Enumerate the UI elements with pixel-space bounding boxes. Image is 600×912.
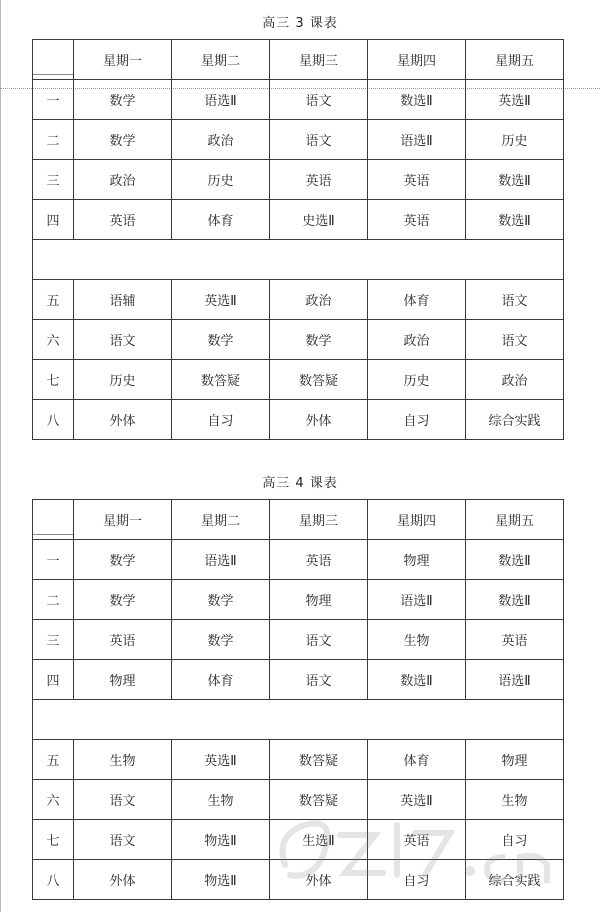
day-header: 星期五 [466, 40, 564, 80]
period-label: 一 [33, 80, 74, 120]
lesson-cell: 数选Ⅱ [466, 580, 564, 620]
lesson-cell: 历史 [74, 360, 172, 400]
lesson-cell: 英选Ⅱ [466, 80, 564, 120]
page-edge [0, 0, 1, 912]
period-label: 五 [33, 740, 74, 780]
lesson-cell: 自习 [368, 400, 466, 440]
period-label: 八 [33, 860, 74, 900]
lesson-cell: 政治 [466, 360, 564, 400]
period-label: 四 [33, 660, 74, 700]
table-row [33, 320, 564, 360]
lesson-cell: 语选Ⅱ [172, 540, 270, 580]
day-header: 星期五 [466, 500, 564, 540]
lesson-cell: 自习 [368, 860, 466, 900]
lesson-cell: 语文 [466, 280, 564, 320]
table-row [33, 660, 564, 700]
lesson-cell: 英语 [270, 160, 368, 200]
lesson-cell: 生物 [466, 780, 564, 820]
lesson-cell: 语文 [270, 120, 368, 160]
period-label: 一 [33, 540, 74, 580]
day-header: 星期二 [172, 40, 270, 80]
lesson-cell: 数学 [270, 320, 368, 360]
day-header: 星期一 [74, 500, 172, 540]
lesson-cell: 外体 [270, 400, 368, 440]
lesson-cell: 物理 [74, 660, 172, 700]
midday-break-cell [33, 240, 564, 280]
lesson-cell: 物理 [270, 580, 368, 620]
lesson-cell: 政治 [172, 120, 270, 160]
lesson-cell: 生选Ⅱ [270, 820, 368, 860]
corner-cell [33, 40, 74, 80]
lesson-cell: 数学 [74, 580, 172, 620]
lesson-cell: 语选Ⅱ [368, 580, 466, 620]
lesson-cell: 生物 [172, 780, 270, 820]
lesson-cell: 英语 [368, 820, 466, 860]
lesson-cell: 历史 [466, 120, 564, 160]
table-row [33, 740, 564, 780]
corner-cell [33, 500, 74, 540]
table-caption: 高三 3 课表 [262, 16, 338, 31]
lesson-cell: 数答疑 [172, 360, 270, 400]
lesson-cell: 数学 [172, 620, 270, 660]
lesson-cell: 史选Ⅱ [270, 200, 368, 240]
day-header: 星期一 [74, 40, 172, 80]
lesson-cell: 历史 [368, 360, 466, 400]
lesson-cell: 历史 [172, 160, 270, 200]
lesson-cell: 体育 [172, 660, 270, 700]
period-label: 七 [33, 360, 74, 400]
lesson-cell: 数选Ⅱ [466, 540, 564, 580]
period-label: 八 [33, 400, 74, 440]
lesson-cell: 语文 [270, 660, 368, 700]
table-row [33, 620, 564, 660]
lesson-cell: 外体 [270, 860, 368, 900]
period-label: 五 [33, 280, 74, 320]
period-label: 六 [33, 780, 74, 820]
period-label: 三 [33, 620, 74, 660]
lesson-cell: 英选Ⅱ [368, 780, 466, 820]
lesson-cell: 语文 [74, 320, 172, 360]
watermark-logo [265, 795, 565, 895]
lesson-cell: 语选Ⅱ [466, 660, 564, 700]
lesson-cell: 体育 [368, 740, 466, 780]
lesson-cell: 综合实践 [466, 400, 564, 440]
table-row [33, 540, 564, 580]
lesson-cell: 物理 [368, 540, 466, 580]
lesson-cell: 体育 [368, 280, 466, 320]
lesson-cell: 语文 [466, 320, 564, 360]
period-label: 三 [33, 160, 74, 200]
lesson-cell: 生物 [74, 740, 172, 780]
lesson-cell: 数选Ⅱ [466, 160, 564, 200]
lesson-cell: 英语 [74, 620, 172, 660]
table-row [33, 160, 564, 200]
lesson-cell: 自习 [172, 400, 270, 440]
lesson-cell: 数学 [172, 580, 270, 620]
lesson-cell: 数选Ⅱ [368, 80, 466, 120]
lesson-cell: 语选Ⅱ [172, 80, 270, 120]
watermark-stroke [520, 856, 547, 883]
lesson-cell: 数学 [74, 80, 172, 120]
table-row [33, 400, 564, 440]
lesson-cell: 数选Ⅱ [466, 200, 564, 240]
lesson-cell: 政治 [74, 160, 172, 200]
lesson-cell: 语辅 [74, 280, 172, 320]
lesson-cell: 语文 [270, 620, 368, 660]
watermark-dot [465, 866, 475, 876]
timetable-class-3 [32, 39, 564, 440]
table-row [33, 280, 564, 320]
lesson-cell: 自习 [466, 820, 564, 860]
lesson-cell: 数学 [74, 540, 172, 580]
header-row [33, 40, 564, 80]
watermark-swirl [283, 823, 328, 875]
lesson-cell: 外体 [74, 400, 172, 440]
lesson-cell: 英语 [466, 620, 564, 660]
watermark-stroke [487, 857, 505, 881]
period-label: 七 [33, 820, 74, 860]
lesson-cell: 数答疑 [270, 740, 368, 780]
lesson-cell: 政治 [270, 280, 368, 320]
period-label: 二 [33, 580, 74, 620]
lesson-cell: 英语 [270, 540, 368, 580]
day-header: 星期四 [368, 40, 466, 80]
day-header: 星期四 [368, 500, 466, 540]
day-header: 星期三 [270, 40, 368, 80]
lesson-cell: 语文 [270, 80, 368, 120]
lesson-cell: 语选Ⅱ [368, 120, 466, 160]
lesson-cell: 数选Ⅱ [368, 660, 466, 700]
midday-break-row [33, 240, 564, 280]
midday-break-cell [33, 700, 564, 740]
lesson-cell: 英选Ⅱ [172, 280, 270, 320]
lesson-cell: 综合实践 [466, 860, 564, 900]
period-label: 二 [33, 120, 74, 160]
table-row [33, 360, 564, 400]
lesson-cell: 生物 [368, 620, 466, 660]
table-row [33, 580, 564, 620]
midday-break-row [33, 700, 564, 740]
watermark-stroke [340, 835, 383, 873]
lesson-cell: 数学 [74, 120, 172, 160]
period-label: 四 [33, 200, 74, 240]
table-caption: 高三 4 课表 [262, 476, 338, 491]
lesson-cell: 英语 [368, 200, 466, 240]
lesson-cell: 物理 [466, 740, 564, 780]
lesson-cell: 英选Ⅱ [172, 740, 270, 780]
header-row [33, 500, 564, 540]
period-label: 六 [33, 320, 74, 360]
table-row [33, 120, 564, 160]
lesson-cell: 数答疑 [270, 780, 368, 820]
lesson-cell: 英语 [368, 160, 466, 200]
lesson-cell: 政治 [368, 320, 466, 360]
table-row [33, 80, 564, 120]
lesson-cell: 数学 [172, 320, 270, 360]
day-header: 星期三 [270, 500, 368, 540]
lesson-cell: 英语 [74, 200, 172, 240]
table-row [33, 200, 564, 240]
lesson-cell: 外体 [74, 860, 172, 900]
watermark-stroke [415, 833, 450, 875]
lesson-cell: 体育 [172, 200, 270, 240]
lesson-cell: 语文 [74, 780, 172, 820]
lesson-cell: 语文 [74, 820, 172, 860]
lesson-cell: 物选Ⅱ [172, 820, 270, 860]
lesson-cell: 物选Ⅱ [172, 860, 270, 900]
lesson-cell: 数答疑 [270, 360, 368, 400]
day-header: 星期二 [172, 500, 270, 540]
